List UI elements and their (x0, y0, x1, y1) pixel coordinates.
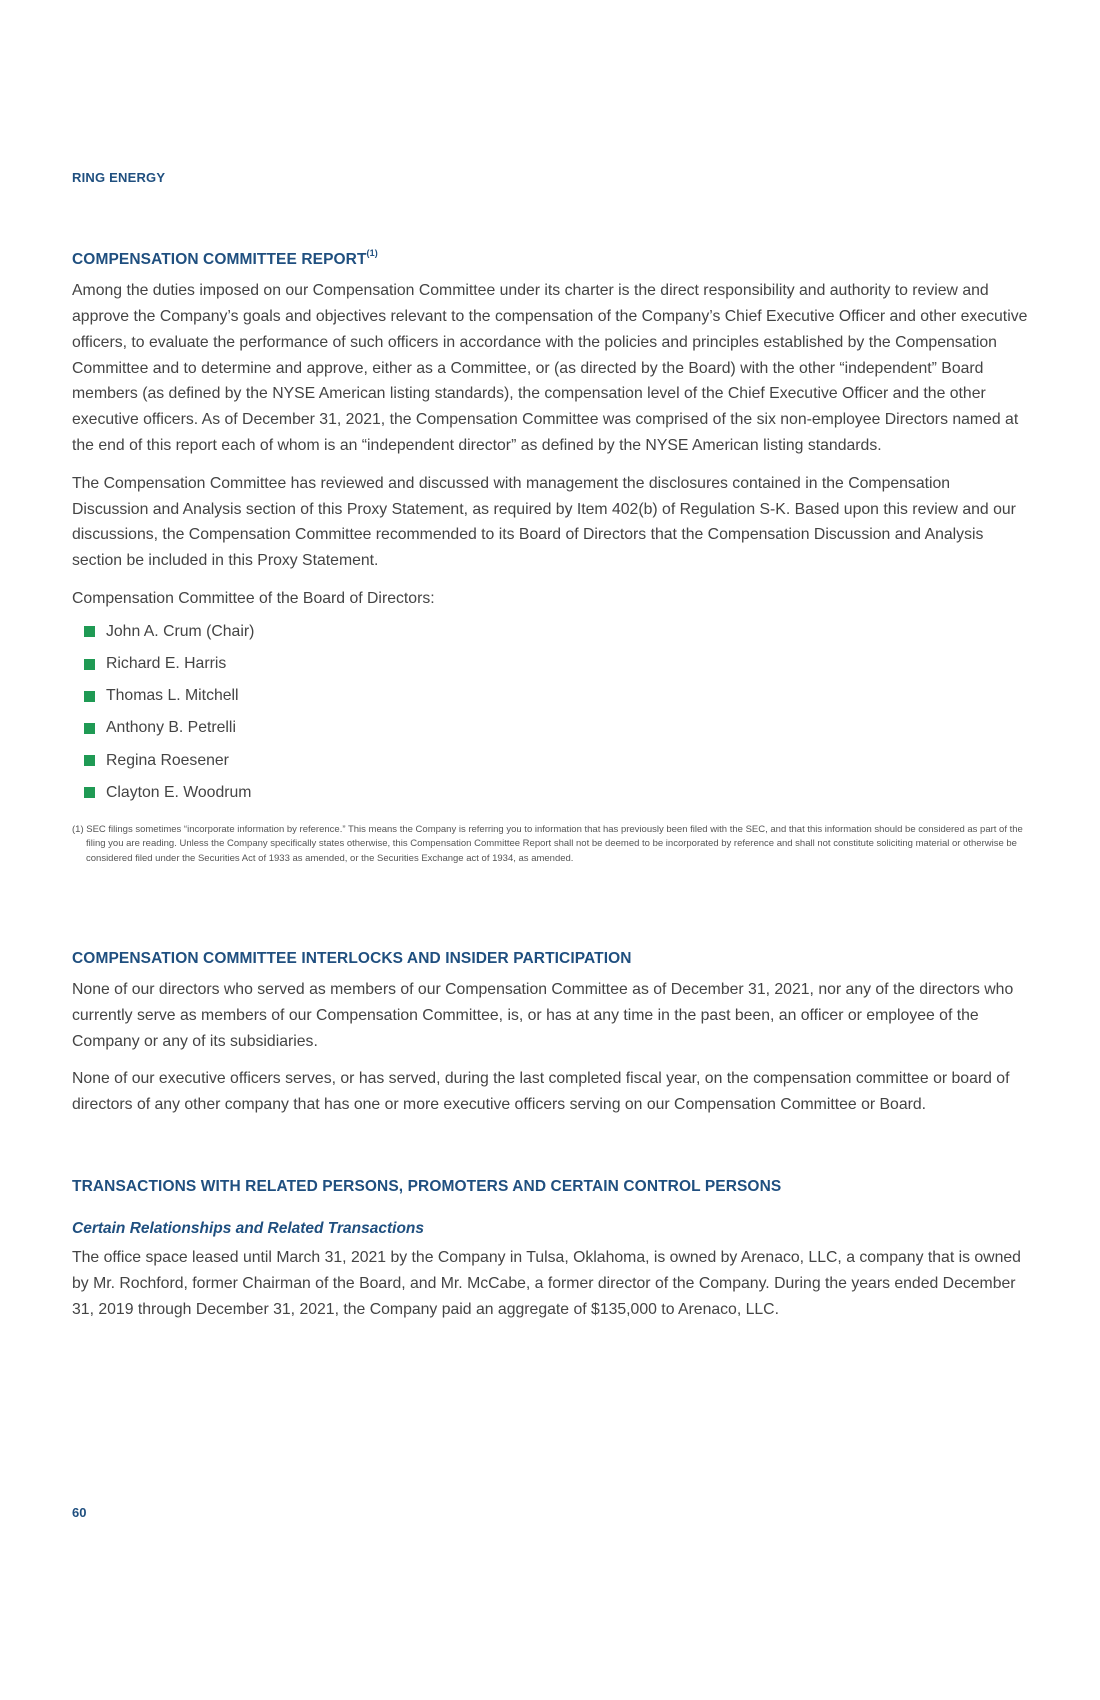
compensation-report-section (72, 250, 1028, 866)
subheading: Certain Relationships and Related Transactions (72, 1220, 424, 1237)
interlocks-section (72, 950, 1028, 1130)
member-name: Thomas L. Mitchell (106, 687, 239, 705)
footnote-marker: (1) (366, 248, 378, 258)
transactions-section (72, 1178, 1028, 1334)
member-name: Clayton E. Woodrum (106, 783, 252, 801)
list-item (84, 680, 1028, 712)
bullet-square-icon (84, 659, 95, 670)
bullet-square-icon (84, 755, 95, 766)
list-item (84, 777, 1028, 809)
member-name: Regina Roesener (106, 751, 229, 769)
bullet-square-icon (84, 723, 95, 734)
members-list (72, 616, 1028, 809)
list-item (84, 616, 1028, 648)
paragraph: The office space leased until March 31, 2021 by the Company in Tulsa, Oklahoma, is owned by Arenaco, LLC, a company that is owned by Mr. Rochford, former Chairman of the Board, and Mr. McCabe, a former director of the Company. During the years ended December 31, 2019 through December 31, 2021, the Company paid an aggregate of $135,000 to Arenaco, LLC. (72, 1249, 1021, 1318)
section-heading (72, 250, 1028, 269)
list-item (84, 712, 1028, 744)
list-item (84, 648, 1028, 680)
bullet-square-icon (84, 691, 95, 702)
section-heading: COMPENSATION COMMITTEE INTERLOCKS AND INSIDER PARTICIPATION (72, 950, 632, 967)
members-intro: Compensation Committee of the Board of Directors: (72, 589, 435, 607)
running-header: RING ENERGY (72, 170, 166, 185)
page-number: 60 (72, 1505, 87, 1520)
section-heading-text: COMPENSATION COMMITTEE REPORT (72, 251, 367, 269)
bullet-square-icon (84, 787, 95, 798)
paragraph: The Compensation Committee has reviewed and discussed with management the disclosures contained in the Compensation Discussion and Analysis section of this Proxy Statement, as required by Item 402(b) of Regulation S-K. Based upon this review and our discussions, the Compensation Committee recommended to its Board of Directors that the Compensation Discussion and Analysis section be included in this Proxy Statement. (72, 474, 1016, 570)
section-heading: TRANSACTIONS WITH RELATED PERSONS, PROMOTERS AND CERTAIN CONTROL PERSONS (72, 1178, 782, 1195)
footnote: (1) SEC filings sometimes “incorporate information by reference.” This means the Company is referring you to information that has previously been filed with the SEC, and that this information should be considered as part of the filing you are reading. Unless the Company specifically states otherwise, this Compensation Committee Report shall not be deemed to be incorporated by reference and shall not constitute soliciting material or otherwise be considered filed under the Securities Act of 1933 as amended, or the Securities Exchange act of 1934, as amended. (72, 823, 1023, 864)
member-name: Richard E. Harris (106, 654, 227, 672)
bullet-square-icon (84, 626, 95, 637)
member-name: Anthony B. Petrelli (106, 719, 236, 737)
list-item (84, 745, 1028, 777)
paragraph: None of our directors who served as members of our Compensation Committee as of December 31, 2021, nor any of the directors who currently serve as members of our Compensation Committee, is, or has at any time in the past been, an officer or employee of the Company or any of its subsidiaries. (72, 981, 1014, 1050)
member-name: John A. Crum (Chair) (106, 622, 255, 640)
paragraph: None of our executive officers serves, or has served, during the last completed fiscal year, on the compensation committee or board of directors of any other company that has one or more executive officers serving on our Compensation Committee or Board. (72, 1070, 1010, 1114)
paragraph: Among the duties imposed on our Compensation Committee under its charter is the direct responsibility and authority to review and approve the Company’s goals and objectives relevant to the compensation of the Company’s Chief Executive Officer and other executive officers, to evaluate the performance of such officers in accordance with the policies and principles established by the Compensation Committee and to determine and approve, either as a Committee, or (as directed by the Board) with the other “independent” Board members (as defined by the NYSE American listing standards), the compensation level of the Chief Executive Officer and the other executive officers. As of December 31, 2021, the Compensation Committee was comprised of the six non-employee Directors named at the end of this report each of whom is an “independent director” as defined by the NYSE American listing standards. (72, 282, 1028, 454)
